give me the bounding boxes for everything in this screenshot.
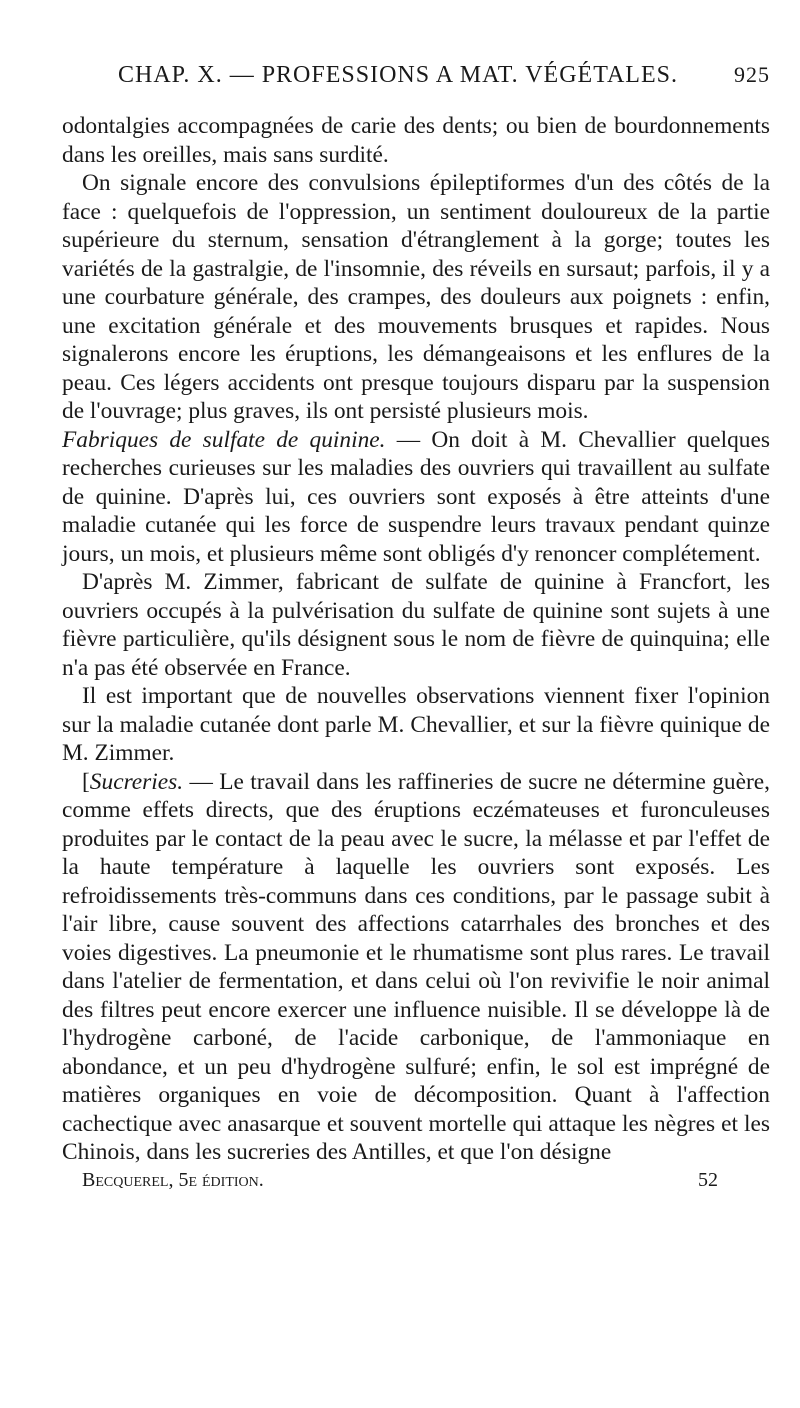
- paragraph-2: [62, 169, 770, 426]
- page-footer: [62, 1169, 770, 1192]
- paragraph-5-text: Il est important que de nouvelles observations viennent fixer l'opinion sur la maladie cutanée dont parle M. Chevallier, et sur la fièvre quinique de M. Zimmer.: [62, 683, 770, 766]
- paragraph-5: [62, 682, 770, 768]
- running-head-title: CHAP. X. — PROFESSIONS A MAT. VÉGÉTALES.: [118, 62, 678, 88]
- book-page: [62, 62, 770, 1392]
- paragraph-1-text: odontalgies accompagnées de carie des dents; ou bien de bourdonnements dans les oreilles, mais sans surdité.: [62, 113, 770, 168]
- page-number: 925: [734, 62, 770, 87]
- paragraph-1: [62, 112, 770, 169]
- bracket-open: [: [82, 768, 90, 795]
- body-text: [62, 112, 770, 1167]
- paragraph-6: [62, 768, 770, 1167]
- running-head: [118, 62, 770, 94]
- paragraph-6-text: — Le travail dans les raffineries de sucre ne détermine guère, comme effets directs, que des éruptions eczémateuses et furonculeuses produites par le contact de la peau avec le sucre, la mélasse et par l'effet de la haute température à laquelle les ouvriers sont exposés. Les refroidissements très-communs dans ces conditions, par le passage subit à l'air libre, cause souvent des affections catarrhales des bronches et des voies digestives. La pneumonie et le rhumatisme sont plus rares. Le travail dans l'atelier de fermentation, et dans celui où l'on revivifie le noir animal des filtres peut encore exercer une influence nuisible. Il se développe là de l'hydrogène carboné, de l'acide carbonique, de l'ammoniaque en abondance, et un peu d'hydrogène sulfuré; enfin, le sol est imprégné de matières organiques en voie de décomposition. Quant à l'affection cachectique avec anasarque et souvent mortelle qui attaque les nègres et les Chinois, dans les sucreries des Antilles, et que l'on désigne: [62, 768, 770, 1165]
- signature-mark: 52: [698, 1168, 718, 1191]
- paragraph-4-text: D'après M. Zimmer, fabricant de sulfate de quinine à Francfort, les ouvriers occupés à la pulvérisation du sulfate de quinine sont sujets à une fièvre particulière, qu'ils désignent sous le nom de fièvre de quinquina; elle n'a pas été observée en France.: [62, 569, 770, 681]
- section-heading-quinine: Fabriques de sulfate de quinine.: [62, 426, 386, 453]
- paragraph-3: [62, 426, 770, 569]
- signature-line: Becquerel, 5e édition.: [82, 1168, 264, 1191]
- paragraph-3-text: — On doit à M. Chevallier quelques recherches curieuses sur les maladies des ouvriers qui travaillent au sulfate de quinine. D'après lui, ces ouvriers sont exposés à être atteints d'une maladie cutanée qui les force de suspendre leurs travaux pendant quinze jours, un mois, et plusieurs même sont obligés d'y renoncer complétement.: [62, 426, 770, 567]
- paragraph-2-text: On signale encore des convulsions épileptiformes d'un des côtés de la face : quelquefois de l'oppression, un sentiment douloureux de la partie supérieure du sternum, sensation d'étranglement à la gorge; toutes les variétés de la gastralgie, de l'insomnie, des réveils en sursaut; parfois, il y a une courbature générale, des crampes, des douleurs aux poignets : enfin, une excitation générale et des mouvements brusques et rapides. Nous signalerons encore les éruptions, les démangeaisons et les enflures de la peau. Ces légers accidents ont presque toujours disparu par la suspension de l'ouvrage; plus graves, ils ont persisté plusieurs mois.: [62, 170, 770, 424]
- section-heading-sucreries: Sucreries.: [89, 768, 184, 795]
- paragraph-4: [62, 568, 770, 682]
